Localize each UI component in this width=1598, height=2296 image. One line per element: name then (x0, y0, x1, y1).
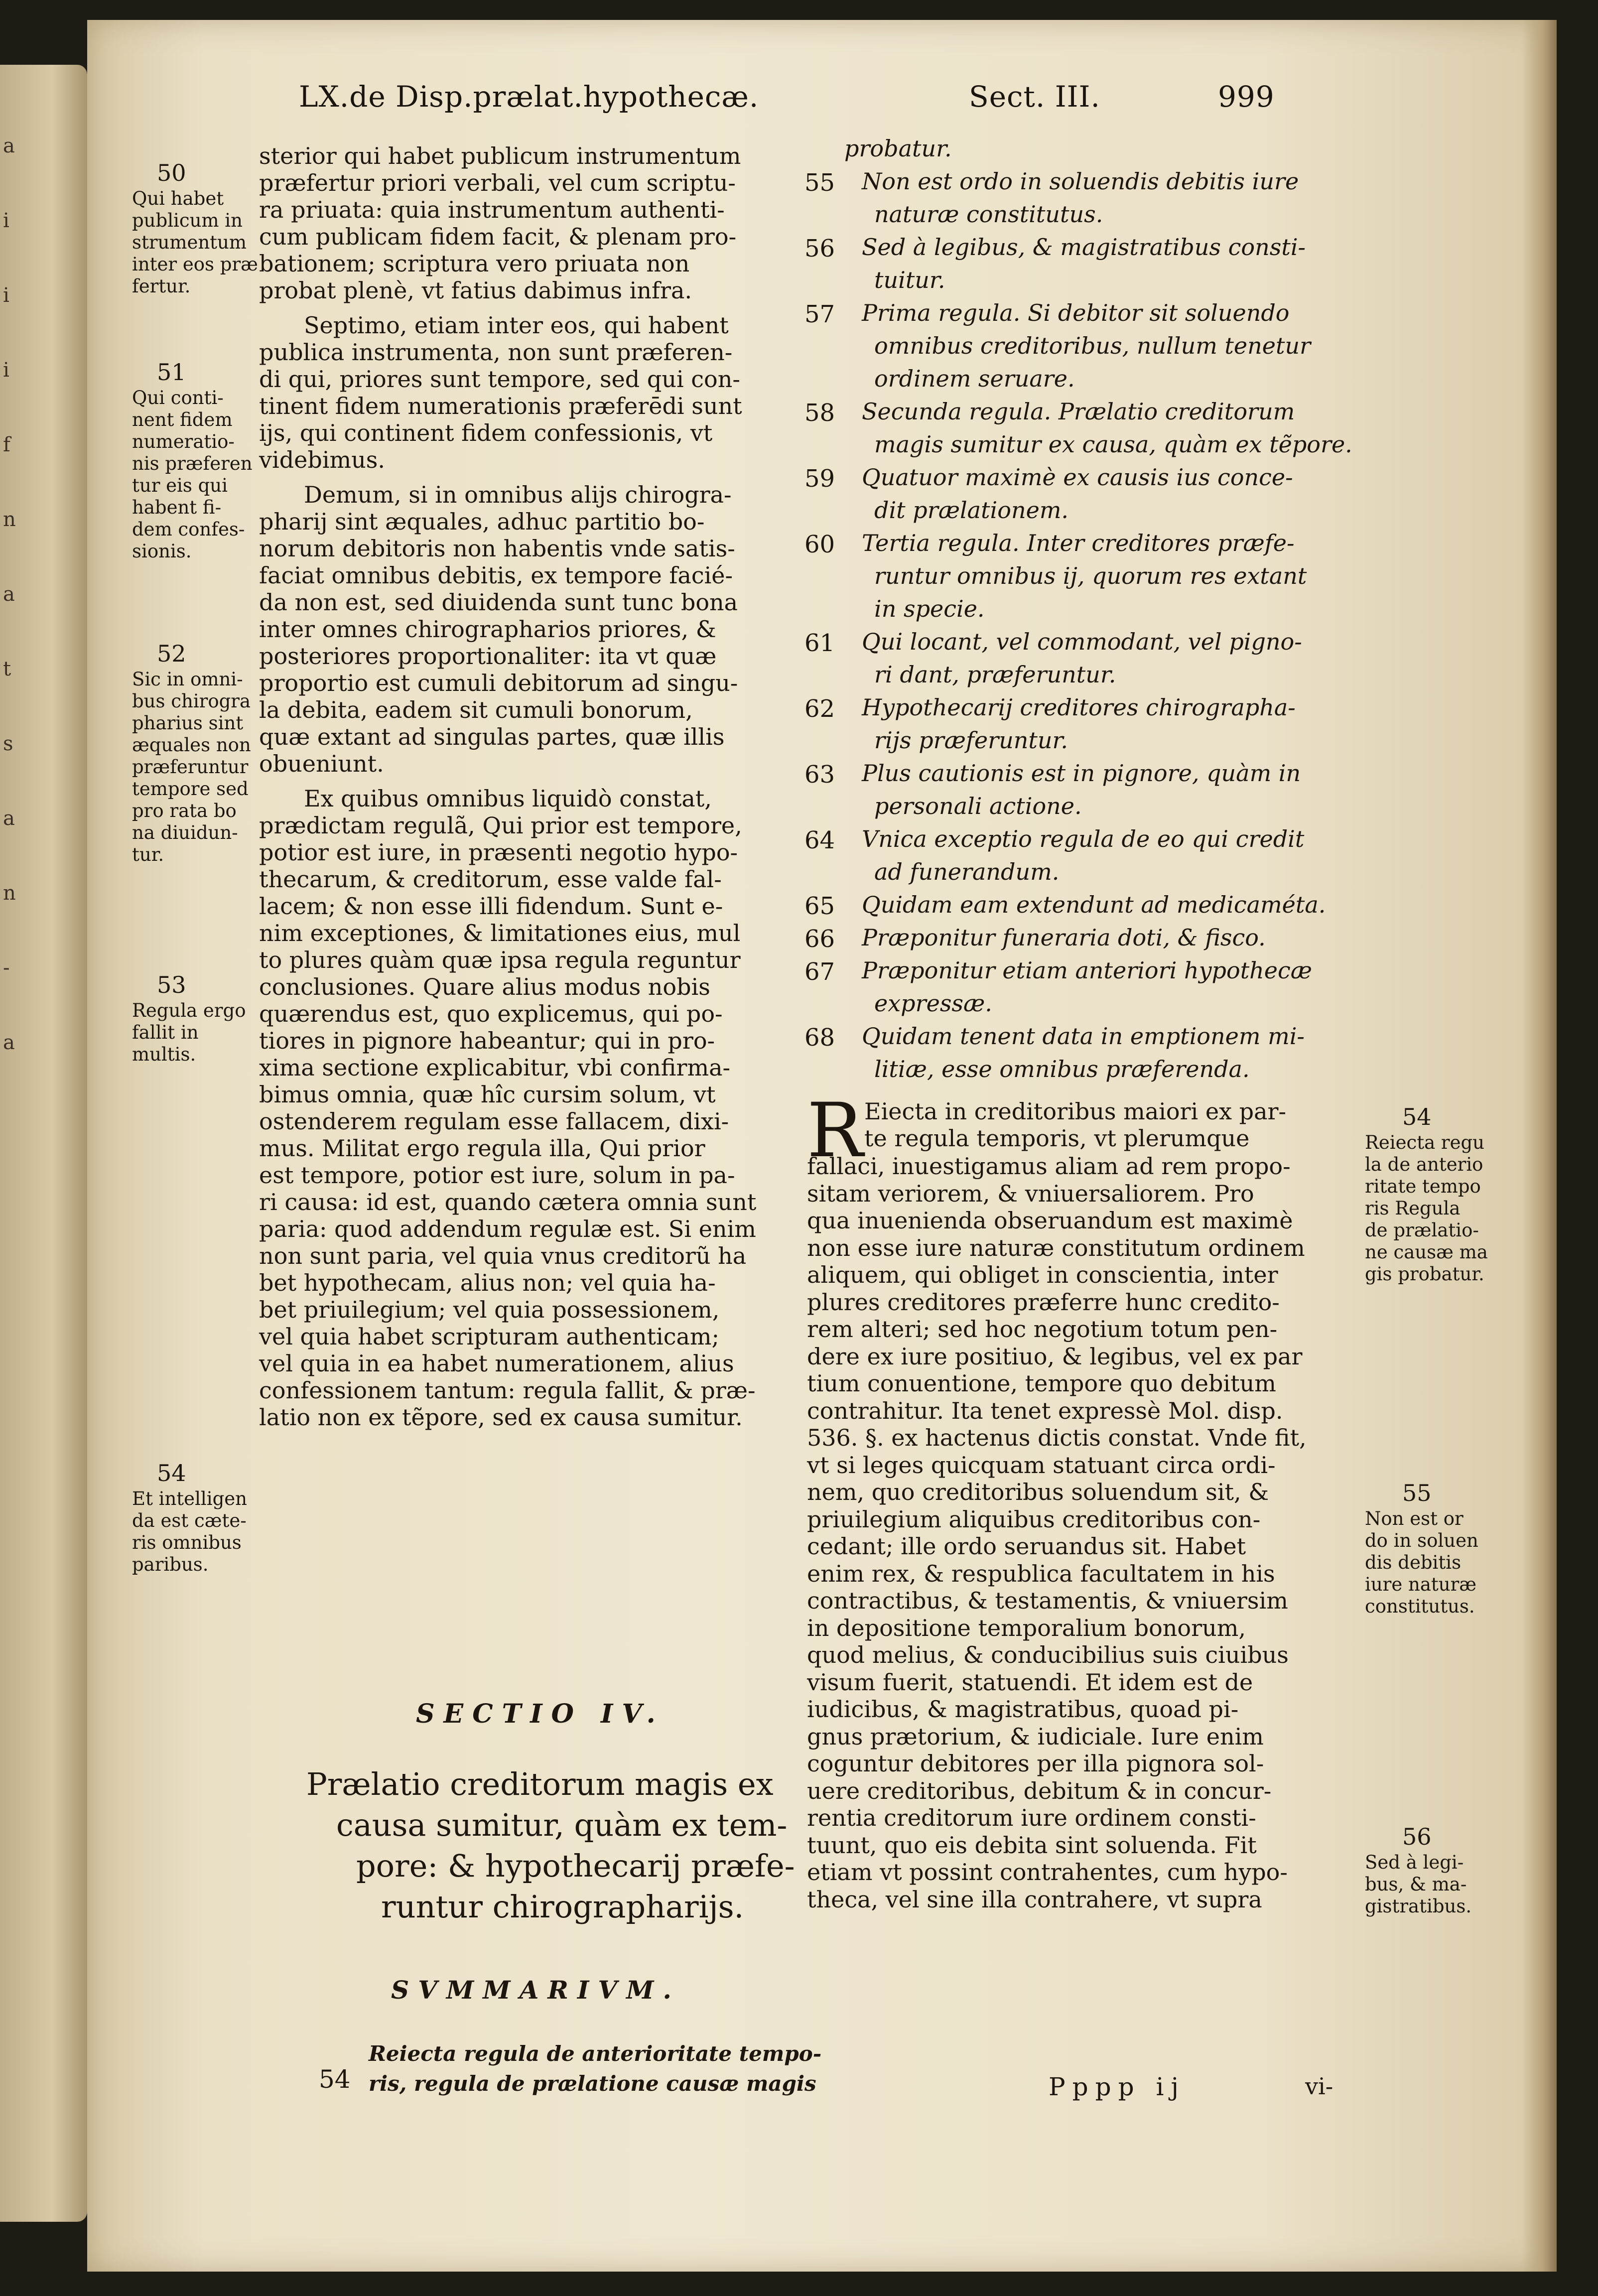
summary-number: 60 (804, 531, 835, 558)
summary-line: ad funerandum. (874, 858, 1060, 885)
book-page (87, 20, 1557, 2272)
margin-note-line: fallit in (132, 1022, 199, 1043)
body-line: iudicibus, & magistratibus, quoad pi- (807, 1696, 1239, 1723)
summary-number: 63 (804, 761, 835, 789)
margin-note-line: Reiecta regu (1365, 1132, 1484, 1153)
summary-line: ordinem seruare. (874, 365, 1075, 392)
margin-note-line: præferuntur (132, 756, 249, 778)
margin-note-line: gistratibus. (1365, 1895, 1472, 1917)
body-line: bimus omnia, quæ hîc cursim solum, vt (259, 1081, 716, 1108)
body-line: enim rex, & respublica facultatem in his (807, 1560, 1275, 1587)
summary-line: ris, regula de prælatione causæ magis (369, 2071, 816, 2096)
summary-line: Vnica exceptio regula de eo qui credit (862, 825, 1305, 852)
margin-note-line: iure naturæ (1365, 1574, 1477, 1595)
body-line: sterior qui habet publicum instrumentum (259, 142, 741, 169)
body-line: probat plenè, vt fatius dabimus infra. (259, 277, 692, 304)
running-title: LX.de Disp.prælat.hypothecæ. (299, 80, 759, 114)
body-line: non sunt paria, vel quia vnus creditorũ ha (259, 1242, 747, 1269)
margin-note-line: Sed à legi- (1365, 1852, 1464, 1873)
margin-note-number: 52 (157, 640, 186, 667)
summary-number: 59 (804, 465, 835, 493)
margin-note-line: pharius sint (132, 712, 244, 734)
margin-note-line: dis debitis (1365, 1552, 1462, 1573)
body-line: paria: quod addendum regulæ est. Si enim (259, 1216, 756, 1242)
summary-number: 58 (804, 399, 835, 427)
facing-page-letter: i (3, 359, 9, 382)
margin-note-line: numeratio- (132, 431, 235, 452)
body-line: tuunt, quo eis debita sint soluenda. Fit (807, 1831, 1257, 1859)
margin-note-line: Qui conti- (132, 387, 224, 408)
margin-note-line: inter eos præ (132, 254, 258, 275)
margin-note-line: publicum in (132, 210, 243, 231)
summary-number: 55 (804, 169, 835, 197)
body-line: pharij sint æquales, adhuc partitio bo- (259, 508, 705, 535)
margin-note-line: da est cæte- (132, 1510, 247, 1531)
body-line: to plures quàm quæ ipsa regula reguntur (259, 946, 741, 973)
body-line: confessionem tantum: regula fallit, & præ- (259, 1377, 756, 1404)
section-title-line: Prælatio creditorum magis ex (306, 1766, 774, 1802)
summary-line: Tertia regula. Inter creditores præfe- (862, 530, 1295, 556)
body-line: theca, vel sine illa contrahere, vt supra (807, 1886, 1262, 1913)
margin-note-line: strumentum (132, 232, 247, 253)
margin-note-line: pro rata bo (132, 800, 237, 821)
margin-note-line: nent fidem (132, 409, 233, 430)
catchword: vi- (1305, 2073, 1333, 2100)
body-line: posteriores proportionaliter: ita vt quæ (259, 643, 717, 670)
body-line: quod melius, & conducibilius suis ciuibus (807, 1641, 1289, 1668)
body-line: ijs, qui continent fidem confessionis, vt (259, 419, 713, 446)
summary-line: litiæ, esse omnibus præferenda. (874, 1056, 1250, 1082)
summary-line: Plus cautionis est in pignore, quàm in (862, 760, 1301, 787)
facing-page-letter: i (3, 209, 9, 232)
summary-number: 54 (319, 2065, 351, 2094)
body-line: Eiecta in creditoribus maiori ex par- (864, 1098, 1287, 1125)
summary-line: ri dant, præferuntur. (874, 661, 1116, 688)
body-line: contrahitur. Ita tenet expressè Mol. disp. (807, 1397, 1283, 1424)
margin-note-line: multis. (132, 1044, 196, 1065)
margin-note-line: ritate tempo (1365, 1176, 1481, 1197)
margin-note-line: gis probatur. (1365, 1263, 1484, 1285)
facing-page-letter: a (3, 583, 15, 606)
body-line: cedant; ille ordo seruandus sit. Habet (807, 1533, 1246, 1560)
body-line: publica instrumenta, non sunt præferen- (259, 339, 733, 366)
body-line: vel quia in ea habet numerationem, alius (259, 1350, 734, 1377)
margin-note-number: 55 (1402, 1480, 1432, 1506)
section-heading: SECTIO IV. (416, 1699, 665, 1729)
margin-note-line: do in soluen (1365, 1530, 1478, 1551)
body-line: rem alteri; sed hoc negotium totum pen- (807, 1316, 1278, 1343)
body-line: coguntur debitores per illa pignora sol- (807, 1750, 1264, 1777)
summary-number: 61 (804, 629, 835, 657)
body-line: tiores in pignore habeantur; qui in pro- (259, 1027, 715, 1054)
margin-note-number: 56 (1402, 1823, 1432, 1850)
section-title-line: causa sumitur, quàm ex tem- (336, 1807, 788, 1843)
body-line: vel quia habet scripturam authenticam; (259, 1323, 719, 1350)
body-line: nem, quo creditoribus soluendum sit, & (807, 1479, 1269, 1505)
margin-note-line: æquales non (132, 734, 251, 756)
body-line: potior est iure, in præsenti negotio hypo- (259, 839, 738, 866)
body-line: ra priuata: quia instrumentum authenti- (259, 196, 725, 223)
margin-note-line: na diuidun- (132, 822, 238, 843)
summary-line: Secunda regula. Prælatio creditorum (862, 398, 1295, 425)
facing-page-letter: n (3, 508, 16, 531)
body-line: Septimo, etiam inter eos, qui habent (304, 312, 729, 339)
section-label: Sect. III. (969, 80, 1100, 114)
summary-line: Præponitur funeraria doti, & fisco. (862, 924, 1266, 951)
summary-line: Præponitur etiam anteriori hypothecæ (862, 957, 1313, 984)
section-title-line: pore: & hypothecarij præfe- (356, 1848, 795, 1884)
summary-line: naturæ constitutus. (874, 201, 1103, 228)
body-line: conclusiones. Quare alius modus nobis (259, 973, 710, 1000)
summary-line: Sed à legibus, & magistratibus consti- (862, 234, 1306, 261)
summary-line: Non est ordo in soluendis debitis iure (862, 168, 1299, 195)
facing-page-edge (0, 65, 87, 2222)
margin-note-line: ris Regula (1365, 1198, 1461, 1219)
body-line: non esse iure naturæ constitutum ordinem (807, 1234, 1305, 1261)
body-line: videbimus. (259, 446, 385, 473)
summary-line: personali actione. (874, 793, 1082, 819)
body-line: ri causa: id est, quando cætera omnia sunt (259, 1189, 757, 1216)
margin-note-number: 51 (157, 359, 186, 386)
body-line: lacem; & non esse illi fidendum. Sunt e- (259, 893, 723, 920)
summary-number: 68 (804, 1024, 835, 1052)
summary-line: Quatuor maximè ex causis ius conce- (862, 464, 1293, 491)
signature-mark: Pppp ij (1049, 2072, 1186, 2101)
page-number: 999 (1218, 80, 1275, 114)
margin-note-number: 54 (1402, 1103, 1432, 1130)
margin-note-line: ne causæ ma (1365, 1241, 1488, 1263)
body-line: Ex quibus omnibus liquidò constat, (304, 785, 712, 812)
body-line: sitam veriorem, & vniuersaliorem. Pro (807, 1180, 1254, 1207)
body-line: faciat omnibus debitis, ex tempore facié- (259, 562, 733, 589)
body-line: præfertur priori verbali, vel cum scriptu- (259, 169, 736, 196)
body-line: visum fuerit, statuendi. Et idem est de (807, 1668, 1253, 1696)
body-line: qua inuenienda obseruandum est maximè (807, 1207, 1293, 1234)
body-line: nim exceptiones, & limitationes eius, mul (259, 920, 741, 946)
body-line: fallaci, inuestigamus aliam ad rem propo- (807, 1153, 1291, 1180)
margin-note-line: Qui habet (132, 188, 224, 209)
body-line: norum debitoris non habentis vnde satis- (259, 535, 735, 562)
margin-note-line: Regula ergo (132, 1000, 246, 1021)
margin-note-line: dem confes- (132, 519, 245, 540)
body-line: in depositione temporalium bonorum, (807, 1614, 1246, 1641)
body-line: dere ex iure positiuo, & legibus, vel ex par (807, 1343, 1303, 1370)
margin-note-line: bus chirogra (132, 690, 251, 712)
summary-line: Reiecta regula de anterioritate tempo- (369, 2041, 822, 2066)
margin-note-number: 53 (157, 971, 186, 998)
body-line: bet hypothecam, alius non; vel quia ha- (259, 1269, 716, 1296)
margin-note-line: habent fi- (132, 497, 222, 518)
summary-line: probatur. (844, 135, 952, 162)
margin-note-line: tur. (132, 844, 164, 865)
summary-line: magis sumitur ex causa, quàm ex tẽpore. (874, 431, 1352, 458)
summary-line: dit prælationem. (874, 497, 1069, 524)
body-line: mus. Militat ergo regula illa, Qui prior (259, 1135, 705, 1162)
margin-note-number: 54 (157, 1460, 186, 1486)
summary-line: rijs præferuntur. (874, 727, 1068, 754)
summary-line: Quidam eam extendunt ad medicaméta. (862, 891, 1326, 918)
body-line: inter omnes chirographarios priores, & (259, 616, 716, 643)
facing-page-letter: s (3, 732, 13, 755)
body-line: 536. §. ex hactenus dictis constat. Vnde fit, (807, 1424, 1307, 1451)
body-line: contractibus, & testamentis, & vniuersim (807, 1587, 1288, 1614)
facing-page-letter: t (3, 658, 11, 680)
margin-note-line: paribus. (132, 1554, 209, 1575)
body-line: tium conuentione, tempore quo debitum (807, 1370, 1276, 1397)
body-line: thecarum, & creditorum, esse valde fal- (259, 866, 722, 893)
section-title-line: runtur chirographarijs. (381, 1889, 744, 1925)
margin-note-line: fertur. (132, 275, 191, 297)
body-line: rentia creditorum iure ordinem consti- (807, 1804, 1256, 1831)
body-line: Demum, si in omnibus alijs chirogra- (304, 481, 732, 508)
summary-line: expressæ. (874, 990, 992, 1017)
facing-page-letter: f (3, 433, 10, 456)
body-line: quæ extant ad singulas partes, quæ illis (259, 723, 725, 750)
body-line: etiam vt possint contrahentes, cum hypo- (807, 1859, 1288, 1886)
body-line: proportio est cumuli debitorum ad singu- (259, 670, 738, 696)
body-line: obueniunt. (259, 750, 384, 777)
margin-note-line: constitutus. (1365, 1596, 1475, 1617)
margin-note-line: Et intelligen (132, 1488, 247, 1509)
summary-line: Qui locant, vel commodant, vel pigno- (862, 628, 1302, 655)
margin-note-line: Non est or (1365, 1508, 1464, 1529)
body-line: aliquem, qui obliget in conscientia, inter (807, 1261, 1278, 1288)
summary-number: 62 (804, 695, 835, 723)
margin-note-line: nis præferen (132, 453, 253, 474)
summary-line: Hypothecarij creditores chirographa- (862, 694, 1296, 721)
margin-note-line: la de anterio (1365, 1154, 1483, 1175)
summary-number: 67 (804, 958, 835, 986)
page-edge-shadow (1522, 20, 1557, 2272)
body-line: ostenderem regulam esse fallacem, dixi- (259, 1108, 729, 1135)
body-line: la debita, eadem sit cumuli bonorum, (259, 696, 693, 723)
body-line: di qui, priores sunt tempore, sed qui con- (259, 366, 740, 393)
body-line: bet priuilegium; vel quia possessionem, (259, 1296, 720, 1323)
facing-page-letter: a (3, 807, 15, 830)
summary-line: in specie. (874, 595, 985, 622)
body-line: gnus prætorium, & iudiciale. Iure enim (807, 1723, 1264, 1750)
drop-cap: R (807, 1087, 863, 1174)
summary-line: Prima regula. Si debitor sit soluendo (862, 299, 1290, 326)
body-line: bationem; scriptura vero priuata non (259, 250, 690, 277)
summary-number: 56 (804, 235, 835, 263)
body-line: quærendus est, quo explicemus, qui po- (259, 1000, 723, 1027)
body-line: est tempore, potior est iure, solum in pa- (259, 1162, 735, 1189)
summary-number: 65 (804, 892, 835, 920)
summary-line: Quidam tenent data in emptionem mi- (862, 1023, 1305, 1050)
summary-number: 66 (804, 925, 835, 953)
facing-page-letter: a (3, 135, 15, 157)
margin-note-line: tempore sed (132, 778, 249, 800)
body-line: tinent fidem numerationis præferēdi sunt (259, 393, 742, 419)
body-line: plures creditores præferre hunc credito- (807, 1288, 1280, 1316)
summary-line: runtur omnibus ij, quorum res extant (874, 562, 1307, 589)
summary-number: 64 (804, 826, 835, 854)
margin-note-line: Sic in omni- (132, 669, 243, 690)
facing-page-letter: i (3, 284, 9, 307)
facing-page-letter: n (3, 882, 16, 905)
margin-note-line: bus, & ma- (1365, 1874, 1467, 1895)
body-line: vt si leges quicquam statuant circa ordi- (807, 1451, 1276, 1479)
summary-number: 57 (804, 300, 835, 328)
summary-line: omnibus creditoribus, nullum tenetur (874, 332, 1311, 359)
body-line: prædictam regulã, Qui prior est tempore, (259, 812, 742, 839)
summary-line: tuitur. (874, 267, 945, 293)
body-line: latio non ex tẽpore, sed ex causa sumitur. (259, 1404, 743, 1431)
body-line: priuilegium aliquibus creditoribus con- (807, 1505, 1261, 1533)
margin-note-number: 50 (157, 159, 186, 186)
margin-note-line: sionis. (132, 540, 192, 562)
body-line: xima sectione explicabitur, vbi confirma- (259, 1054, 731, 1081)
margin-note-line: ris omnibus (132, 1532, 242, 1553)
body-line: uere creditoribus, debitum & in concur- (807, 1777, 1272, 1804)
body-line: cum publicam fidem facit, & plenam pro- (259, 223, 737, 250)
facing-page-letter: a (3, 1031, 15, 1054)
summarium-heading: SVMMARIVM. (391, 1975, 680, 2005)
margin-note-line: tur eis qui (132, 475, 228, 496)
facing-page-letter: - (3, 956, 10, 979)
body-line: te regula temporis, vt plerumque (864, 1125, 1250, 1152)
margin-note-line: de prælatio- (1365, 1219, 1479, 1241)
body-line: da non est, sed diuidenda sunt tunc bona (259, 589, 738, 616)
